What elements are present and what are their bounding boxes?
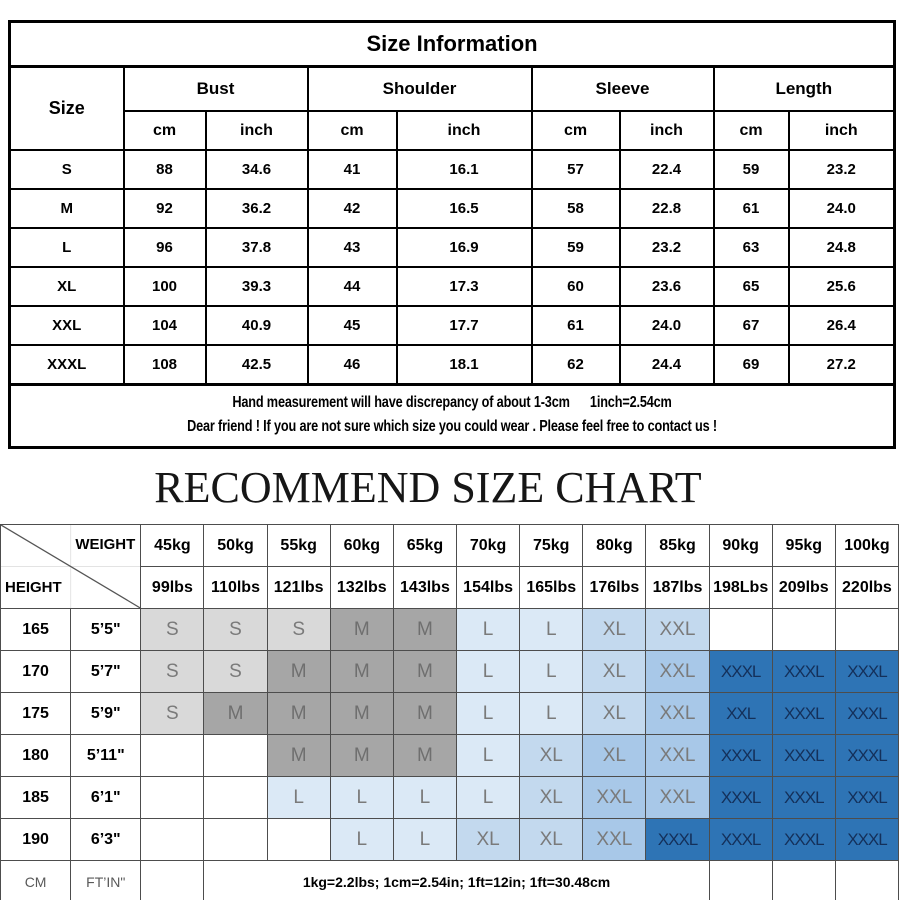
- size-recommendation-cell: XXXL: [646, 819, 709, 861]
- unit-cm-header: cm: [308, 111, 397, 150]
- unit-cm-header: cm: [714, 111, 789, 150]
- recommend-row: [1, 777, 899, 819]
- size-row: [10, 228, 895, 267]
- size-recommendation-cell: XXL: [646, 777, 709, 819]
- weight-kg-header: 85kg: [646, 525, 709, 567]
- size-recommendation-cell: M: [393, 609, 456, 651]
- measurement-cell: 59: [532, 228, 620, 267]
- size-info-title: Size Information: [10, 22, 895, 67]
- weight-kg-header: 95kg: [772, 525, 835, 567]
- weight-lbs-header: 132lbs: [330, 567, 393, 609]
- weights-kg-row: [1, 525, 899, 567]
- unit-inch-header: inch: [620, 111, 714, 150]
- height-cm-cell: 175: [1, 693, 71, 735]
- measurement-cell: 22.8: [620, 189, 714, 228]
- measurement-cell: 23.2: [620, 228, 714, 267]
- empty-cell: [835, 861, 898, 900]
- recommend-row: [1, 735, 899, 777]
- measurement-cell: 100: [124, 267, 206, 306]
- size-table-body: [10, 150, 895, 385]
- size-recommendation-cell: S: [267, 609, 330, 651]
- measurement-cell: 17.3: [397, 267, 532, 306]
- size-recommendation-cell: XL: [583, 735, 646, 777]
- size-info-group-row: [10, 67, 895, 112]
- measurement-cell: 16.9: [397, 228, 532, 267]
- measurement-cell: 62: [532, 345, 620, 385]
- size-recommendation-cell: XXXL: [772, 735, 835, 777]
- size-recommendation-cell: XXXL: [835, 651, 898, 693]
- height-cm-cell: 170: [1, 651, 71, 693]
- weight-lbs-header: 110lbs: [204, 567, 267, 609]
- weight-kg-header: 100kg: [835, 525, 898, 567]
- size-recommendation-cell: L: [520, 651, 583, 693]
- height-ftin-cell: 5’9": [71, 693, 141, 735]
- size-recommendation-cell: L: [457, 777, 520, 819]
- size-recommendation-cell: XXXL: [772, 777, 835, 819]
- size-recommendation-cell: M: [393, 735, 456, 777]
- size-label-cell: L: [10, 228, 124, 267]
- size-row: [10, 150, 895, 189]
- measurement-cell: 65: [714, 267, 789, 306]
- size-recommendation-cell: M: [330, 651, 393, 693]
- size-recommendation-cell: XL: [520, 819, 583, 861]
- measurement-cell: 41: [308, 150, 397, 189]
- measurement-cell: 18.1: [397, 345, 532, 385]
- measurement-cell: 44: [308, 267, 397, 306]
- weight-lbs-header: 209lbs: [772, 567, 835, 609]
- size-info-unit-row: [10, 111, 895, 150]
- group-header-sleeve: Sleeve: [532, 67, 714, 112]
- weight-lbs-header: 99lbs: [141, 567, 204, 609]
- measurement-cell: 23.2: [789, 150, 895, 189]
- unit-cm-header: cm: [124, 111, 206, 150]
- group-header-shoulder: Shoulder: [308, 67, 532, 112]
- cm-unit-label: CM: [1, 861, 71, 900]
- size-recommendation-cell: XXL: [709, 693, 772, 735]
- size-info-notes-row: [10, 385, 895, 448]
- measurement-cell: 61: [714, 189, 789, 228]
- group-header-length: Length: [714, 67, 895, 112]
- size-recommendation-cell: L: [457, 609, 520, 651]
- size-recommendation-cell: L: [457, 651, 520, 693]
- measurement-cell: 43: [308, 228, 397, 267]
- height-ftin-cell: 6’3": [71, 819, 141, 861]
- weight-lbs-header: 154lbs: [457, 567, 520, 609]
- note-measurement-discrepancy: Hand measurement will have discrepancy of about 1-3cm 1inch=2.54cm: [232, 394, 672, 411]
- unit-inch-header: inch: [789, 111, 895, 150]
- size-recommendation-cell: S: [141, 609, 204, 651]
- size-recommendation-cell: M: [267, 693, 330, 735]
- size-recommendation-cell: XXXL: [709, 777, 772, 819]
- measurement-cell: 24.8: [789, 228, 895, 267]
- recommend-row: [1, 819, 899, 861]
- unit-inch-header: inch: [397, 111, 532, 150]
- size-recommendation-cell: XL: [520, 777, 583, 819]
- size-recommendation-cell: M: [330, 693, 393, 735]
- empty-cell: [772, 861, 835, 900]
- size-recommendation-cell: XXL: [646, 609, 709, 651]
- measurement-cell: 16.5: [397, 189, 532, 228]
- weight-kg-header: 90kg: [709, 525, 772, 567]
- empty-cell: [141, 861, 204, 900]
- size-recommendation-cell: L: [457, 693, 520, 735]
- weight-lbs-header: 198Lbs: [709, 567, 772, 609]
- measurement-cell: 61: [532, 306, 620, 345]
- size-recommendation-cell: XXL: [646, 651, 709, 693]
- size-info-title-row: [10, 22, 895, 67]
- size-recommendation-cell: L: [267, 777, 330, 819]
- size-recommendation-cell: S: [204, 651, 267, 693]
- size-recommendation-cell: S: [204, 609, 267, 651]
- unit-cm-header: cm: [532, 111, 620, 150]
- measurement-cell: 22.4: [620, 150, 714, 189]
- weight-kg-header: 80kg: [583, 525, 646, 567]
- recommend-row: [1, 651, 899, 693]
- measurement-cell: 57: [532, 150, 620, 189]
- size-recommendation-cell: L: [520, 693, 583, 735]
- size-recommendation-cell: L: [330, 777, 393, 819]
- weight-lbs-header: 143lbs: [393, 567, 456, 609]
- size-recommendation-cell: [204, 819, 267, 861]
- measurement-cell: 60: [532, 267, 620, 306]
- size-row: [10, 306, 895, 345]
- size-information-table: [8, 20, 896, 449]
- weight-kg-header: 70kg: [457, 525, 520, 567]
- weight-kg-header: 50kg: [204, 525, 267, 567]
- size-recommendation-cell: XXXL: [835, 819, 898, 861]
- measurement-cell: 108: [124, 345, 206, 385]
- height-axis-label: HEIGHT: [5, 579, 62, 597]
- recommend-table-body: [1, 609, 899, 861]
- size-recommendation-cell: [141, 819, 204, 861]
- recommend-row: [1, 609, 899, 651]
- size-recommendation-cell: [141, 735, 204, 777]
- size-recommendation-cell: M: [267, 651, 330, 693]
- unit-inch-header: inch: [206, 111, 308, 150]
- size-label-cell: XXL: [10, 306, 124, 345]
- measurement-cell: 34.6: [206, 150, 308, 189]
- size-recommendation-cell: XXXL: [835, 735, 898, 777]
- measurement-cell: 67: [714, 306, 789, 345]
- size-recommendation-cell: XXXL: [835, 777, 898, 819]
- weight-lbs-header: 220lbs: [835, 567, 898, 609]
- units-conversion-row: [1, 861, 899, 900]
- size-recommendation-cell: XXXL: [835, 693, 898, 735]
- note-contact-us: Dear friend ! If you are not sure which size you could wear . Please feel free to contact us !: [187, 418, 717, 436]
- size-recommendation-cell: L: [457, 735, 520, 777]
- size-recommendation-cell: XL: [457, 819, 520, 861]
- size-recommendation-cell: M: [204, 693, 267, 735]
- measurement-cell: 88: [124, 150, 206, 189]
- recommend-size-table: [0, 524, 899, 900]
- size-recommendation-cell: M: [393, 693, 456, 735]
- measurement-cell: 42.5: [206, 345, 308, 385]
- size-recommendation-cell: M: [267, 735, 330, 777]
- measurement-cell: 92: [124, 189, 206, 228]
- measurement-cell: 96: [124, 228, 206, 267]
- measurement-cell: 45: [308, 306, 397, 345]
- height-cm-cell: 165: [1, 609, 71, 651]
- weight-kg-header: 75kg: [520, 525, 583, 567]
- size-recommendation-cell: [141, 777, 204, 819]
- weight-lbs-header: 176lbs: [583, 567, 646, 609]
- size-recommendation-cell: L: [330, 819, 393, 861]
- height-cm-cell: 185: [1, 777, 71, 819]
- size-recommendation-cell: M: [393, 651, 456, 693]
- ftin-unit-label: FT’IN": [71, 861, 141, 900]
- measurement-cell: 27.2: [789, 345, 895, 385]
- weight-lbs-header: 187lbs: [646, 567, 709, 609]
- height-cm-cell: 190: [1, 819, 71, 861]
- size-recommendation-cell: XXL: [583, 777, 646, 819]
- measurement-cell: 24.4: [620, 345, 714, 385]
- size-recommendation-cell: L: [393, 819, 456, 861]
- height-ftin-cell: 5’5": [71, 609, 141, 651]
- size-recommendation-cell: XXXL: [709, 651, 772, 693]
- size-recommendation-cell: S: [141, 693, 204, 735]
- height-ftin-cell: 5’7": [71, 651, 141, 693]
- size-recommendation-cell: [204, 777, 267, 819]
- measurement-cell: 26.4: [789, 306, 895, 345]
- size-recommendation-cell: S: [141, 651, 204, 693]
- size-recommendation-cell: [204, 735, 267, 777]
- size-recommendation-cell: XXXL: [772, 651, 835, 693]
- conversion-note: 1kg=2.2lbs; 1cm=2.54in; 1ft=12in; 1ft=30.48cm: [204, 861, 709, 900]
- size-recommendation-cell: [709, 609, 772, 651]
- size-recommendation-cell: M: [330, 609, 393, 651]
- measurement-cell: 24.0: [620, 306, 714, 345]
- weight-lbs-header: 165lbs: [520, 567, 583, 609]
- size-recommendation-cell: L: [393, 777, 456, 819]
- weight-height-axis-cell: [1, 525, 141, 609]
- measurement-cell: 16.1: [397, 150, 532, 189]
- weight-kg-header: 45kg: [141, 525, 204, 567]
- measurement-cell: 39.3: [206, 267, 308, 306]
- size-row: [10, 189, 895, 228]
- size-recommendation-cell: XL: [520, 735, 583, 777]
- size-row: [10, 267, 895, 306]
- measurement-notes: [10, 385, 895, 448]
- size-recommendation-cell: XXL: [583, 819, 646, 861]
- measurement-cell: 40.9: [206, 306, 308, 345]
- size-column-header: Size: [10, 67, 124, 151]
- size-recommendation-cell: XL: [583, 609, 646, 651]
- size-label-cell: XL: [10, 267, 124, 306]
- height-cm-cell: 180: [1, 735, 71, 777]
- weight-axis-label: WEIGHT: [75, 536, 136, 554]
- measurement-cell: 42: [308, 189, 397, 228]
- recommend-size-chart-title: RECOMMEND SIZE CHART: [154, 463, 702, 513]
- height-ftin-cell: 6’1": [71, 777, 141, 819]
- size-recommendation-cell: XL: [583, 693, 646, 735]
- size-recommendation-cell: XXXL: [772, 693, 835, 735]
- size-recommendation-cell: XXL: [646, 693, 709, 735]
- size-recommendation-cell: M: [330, 735, 393, 777]
- size-recommendation-cell: XXXL: [772, 819, 835, 861]
- size-recommendation-cell: XXL: [646, 735, 709, 777]
- measurement-cell: 58: [532, 189, 620, 228]
- measurement-cell: 46: [308, 345, 397, 385]
- height-ftin-cell: 5’11": [71, 735, 141, 777]
- size-label-cell: S: [10, 150, 124, 189]
- size-recommendation-cell: [267, 819, 330, 861]
- size-recommendation-cell: L: [520, 609, 583, 651]
- group-header-bust: Bust: [124, 67, 308, 112]
- measurement-cell: 104: [124, 306, 206, 345]
- measurement-cell: 17.7: [397, 306, 532, 345]
- size-recommendation-cell: [835, 609, 898, 651]
- measurement-cell: 24.0: [789, 189, 895, 228]
- measurement-cell: 36.2: [206, 189, 308, 228]
- size-recommendation-cell: [772, 609, 835, 651]
- measurement-cell: 63: [714, 228, 789, 267]
- measurement-cell: 37.8: [206, 228, 308, 267]
- size-label-cell: XXXL: [10, 345, 124, 385]
- measurement-cell: 23.6: [620, 267, 714, 306]
- size-row: [10, 345, 895, 385]
- weight-kg-header: 55kg: [267, 525, 330, 567]
- size-recommendation-cell: XL: [583, 651, 646, 693]
- size-recommendation-cell: XXXL: [709, 735, 772, 777]
- measurement-cell: 69: [714, 345, 789, 385]
- empty-cell: [709, 861, 772, 900]
- size-label-cell: M: [10, 189, 124, 228]
- weight-kg-header: 65kg: [393, 525, 456, 567]
- weight-kg-header: 60kg: [330, 525, 393, 567]
- measurement-cell: 59: [714, 150, 789, 189]
- size-recommendation-cell: XXXL: [709, 819, 772, 861]
- measurement-cell: 25.6: [789, 267, 895, 306]
- weight-lbs-header: 121lbs: [267, 567, 330, 609]
- recommend-row: [1, 693, 899, 735]
